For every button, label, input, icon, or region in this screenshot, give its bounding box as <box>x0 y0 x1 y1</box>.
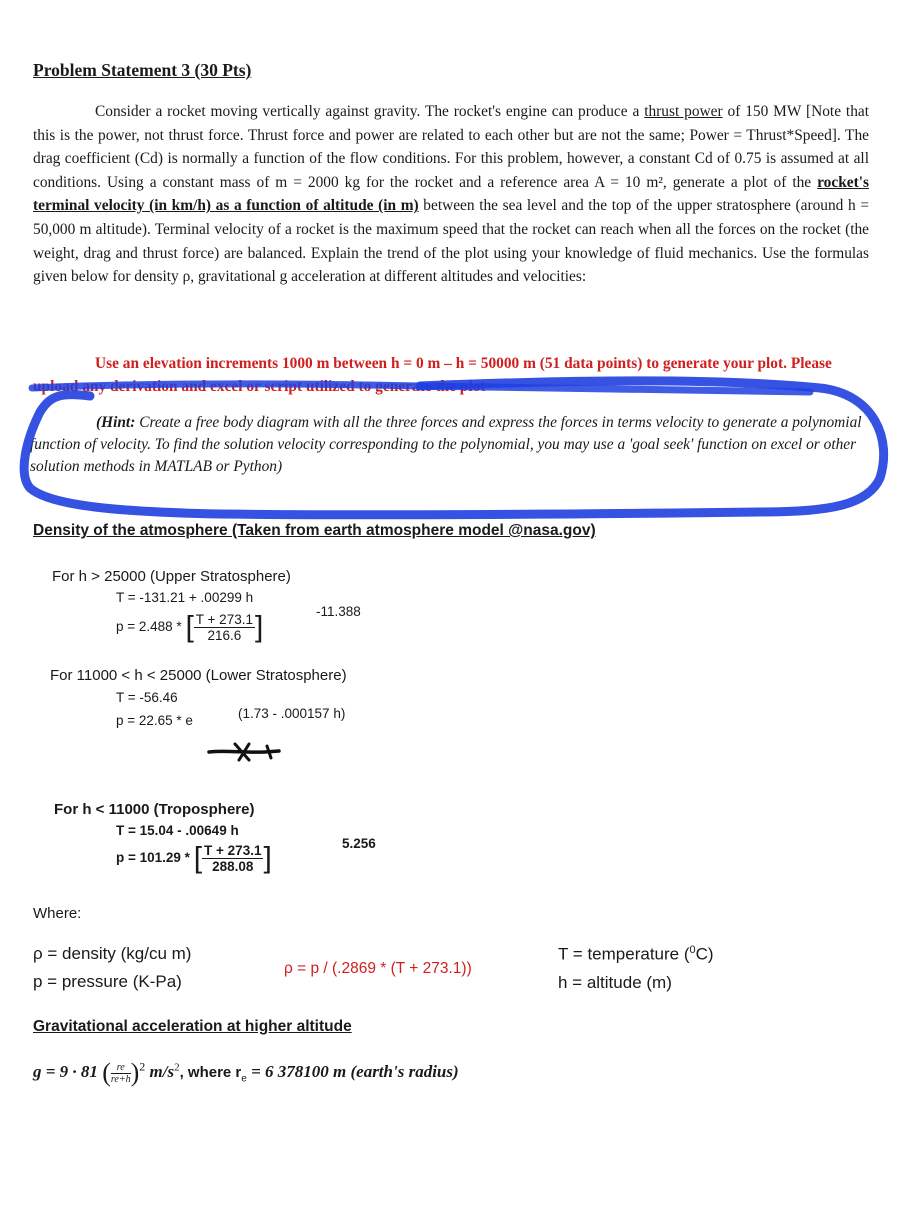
hint-label: (Hint: <box>96 414 136 431</box>
density-heading: Density of the atmosphere (Taken from earth atmosphere model @nasa.gov) <box>33 522 596 539</box>
upper-frac-num: T + 273.1 <box>195 612 253 627</box>
hint-text: Create a free body diagram with all the three forces and express the forces in terms velocity to generate a polynomial function of velocity. To find the solution velocity corresponding to the polynomial, you may use a 'goal seek' function on excel or other solution methods in MATLAB or Python) <box>30 414 862 475</box>
thrust-power-text: thrust power <box>644 103 723 120</box>
temperature-definition <box>558 944 714 965</box>
tropo-frac-num: T + 273.1 <box>204 843 262 858</box>
gravity-units: m/s <box>149 1061 175 1081</box>
upper-stratosphere-label: For h > 25000 (Upper Stratosphere) <box>52 568 291 585</box>
upper-frac-den: 216.6 <box>207 628 242 643</box>
altitude-definition: h = altitude (m) <box>558 973 672 992</box>
paragraph-part-2: of 150 MW [Note that this is the power, not thrust force. Thrust force and power are related to each other but are not the same; Power = Thrust*Speed]. The drag coefficient (Cd) is normally a function of the flow conditions. For this problem, however, a constant Cd of 0.75 is assumed at all conditions. Using a constant mass of m = 2000 kg for the rocket and a reference area A = 10 m², generate a plot of the <box>33 103 869 191</box>
tropo-pressure-lhs: p = 101.29 * <box>116 850 190 866</box>
upper-exponent: -11.388 <box>316 604 361 619</box>
upper-temperature-eq: T = -131.21 + .00299 h <box>116 590 254 605</box>
pressure-definition: p = pressure (K-Pa) <box>33 972 182 991</box>
paragraph-part-1: Consider a rocket moving vertically against gravity. The rocket's engine can produce a <box>95 103 645 120</box>
terminal-velocity-text: rocket's terminal velocity (in km/h) as a function of altitude (in m) <box>33 173 869 215</box>
where-label: Where: <box>33 905 82 922</box>
lower-temperature-eq: T = -56.46 <box>116 690 178 705</box>
gravity-frac-num: re <box>111 1062 131 1074</box>
temp-def-degree: 0 <box>689 944 696 956</box>
density-formula: ρ = p / (.2869 * (T + 273.1)) <box>284 960 472 977</box>
tropo-temperature-eq: T = 15.04 - .00649 h <box>116 823 239 838</box>
gravity-units-power: 2 <box>174 1061 180 1074</box>
gravity-where-sub: e <box>241 1073 247 1085</box>
tropo-frac-den: 288.08 <box>212 859 254 874</box>
plane-doodle-icon <box>205 740 285 764</box>
rho-definition: ρ = density (kg/cu m) <box>33 944 192 963</box>
instruction-red: Use an elevation increments 1000 m between h = 0 m – h = 50000 m (51 data points) to generate your plot. Please upload any derivation and excel or script utilized to generate the plot <box>33 355 832 395</box>
gravity-frac-den: re+h <box>110 1073 131 1085</box>
earth-radius: = 6 378100 m (earth's radius) <box>246 1061 459 1081</box>
temp-def-main: T = temperature ( <box>558 944 690 964</box>
lower-pressure-eq: p = 22.65 * e <box>116 713 193 728</box>
problem-title: Problem Statement 3 (30 Pts) <box>33 60 252 80</box>
lower-stratosphere-label: For 11000 < h < 25000 (Lower Stratosphere) <box>50 667 347 684</box>
troposphere-label: For h < 11000 (Troposphere) <box>54 801 255 818</box>
upper-pressure-eq: p = 2.488 * [ $\frac{T + 273.1}{216.6}$ ] <box>116 610 264 644</box>
gravity-equation: g = 9 · 81 ( $\frac{re}{re+h}$ )$^2$ $m/s^2$, where $r_e = 6$ 378100 m (earth's radius) <box>33 1058 459 1087</box>
tropo-pressure-eq: p = 101.29 * [ $\frac{T + 273.1}{288.08}$ ] <box>116 841 272 875</box>
gravity-power: 2 <box>139 1059 146 1074</box>
gravity-heading: Gravitational acceleration at higher altitude <box>33 1018 352 1035</box>
gravity-where-text: , where r <box>179 1063 242 1081</box>
lower-exponent: (1.73 - .000157 h) <box>238 706 346 721</box>
upper-pressure-lhs: p = 2.488 * <box>116 619 182 635</box>
paragraph-part-3: between the sea level and the top of the upper stratosphere (around h = 50,000 m altitude). Terminal velocity of a rocket is the maximum speed that the rocket can reach when all the forces on the rocket (the weight, drag and thrust force) are balanced. Explain the trend of the plot using your knowledge of fluid mechanics. Use the formulas given below for density ρ, gravitational g acceleration at different altitudes and velocities: <box>33 197 869 286</box>
temp-def-end: C) <box>695 944 714 964</box>
tropo-exponent: 5.256 <box>342 836 376 851</box>
gravity-lhs: g = 9 · 81 <box>33 1061 98 1081</box>
